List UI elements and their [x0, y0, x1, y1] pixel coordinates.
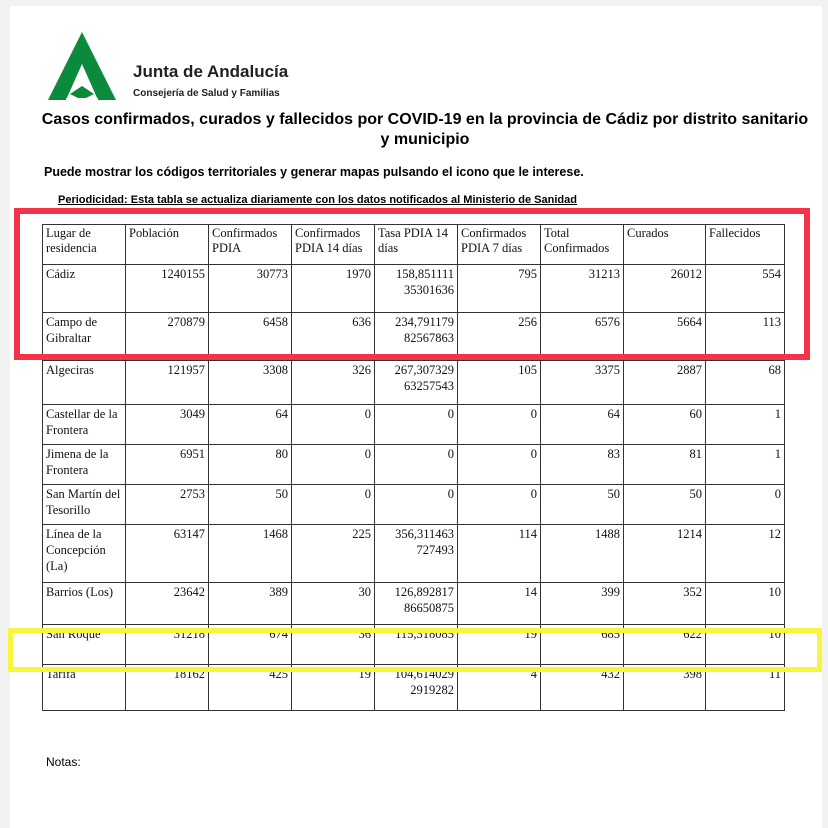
table-cell: 622	[624, 625, 706, 665]
table-cell: 126,892817 86650875	[375, 583, 458, 625]
table-cell: 225	[292, 525, 375, 583]
table-row	[43, 265, 785, 313]
table-cell: 4	[458, 665, 541, 711]
table-cell: 425	[209, 665, 292, 711]
table-row	[43, 525, 785, 583]
header-cell: Fallecidos	[706, 225, 785, 265]
table-cell: 1240155	[126, 265, 209, 313]
table-cell: 256	[458, 313, 541, 361]
periodicity-note: Periodicidad: Esta tabla se actualiza diariamente con los datos notificados al Ministerio de Sanidad	[58, 194, 577, 206]
junta-andalucia-logo	[44, 28, 120, 104]
header-cell: Curados	[624, 225, 706, 265]
table-cell: 114	[458, 525, 541, 583]
header-cell: Tasa PDIA 14 días	[375, 225, 458, 265]
table-cell: 234,791179 82567863	[375, 313, 458, 361]
table-cell: 50	[624, 485, 706, 525]
table-body	[43, 265, 785, 711]
table-cell: 18162	[126, 665, 209, 711]
table-cell: 399	[541, 583, 624, 625]
table-row	[43, 625, 785, 665]
table-cell: 356,311463 727493	[375, 525, 458, 583]
table-cell: 6576	[541, 313, 624, 361]
table-cell: 64	[209, 405, 292, 445]
table-cell: 12	[706, 525, 785, 583]
table-cell: 104,614029 2919282	[375, 665, 458, 711]
table-cell: 10	[706, 625, 785, 665]
table-cell: 0	[458, 485, 541, 525]
table-header-row	[43, 225, 785, 265]
table-cell: 31218	[126, 625, 209, 665]
table-cell: 352	[624, 583, 706, 625]
notes-label: Notas:	[46, 755, 81, 769]
table-cell: 3308	[209, 361, 292, 405]
table-cell: 83	[541, 445, 624, 485]
org-name: Junta de Andalucía	[133, 62, 289, 81]
table-cell: 31213	[541, 265, 624, 313]
row-place-name: Línea de la Concepción (La)	[43, 525, 126, 583]
table-row	[43, 405, 785, 445]
header-cell: Confirmados PDIA 7 días	[458, 225, 541, 265]
header-cell: Confirmados PDIA	[209, 225, 292, 265]
table-cell: 636	[292, 313, 375, 361]
intro-text: Puede mostrar los códigos territoriales y generar mapas pulsando el icono que le interese.	[44, 165, 584, 179]
table-cell: 36	[292, 625, 375, 665]
table-cell: 2887	[624, 361, 706, 405]
table-cell: 10	[706, 583, 785, 625]
table-cell: 0	[292, 485, 375, 525]
row-place-name: Campo de Gibraltar	[43, 313, 126, 361]
table-cell: 0	[458, 405, 541, 445]
table-cell: 3375	[541, 361, 624, 405]
table-row	[43, 485, 785, 525]
table-cell: 158,851111 35301636	[375, 265, 458, 313]
table-cell: 113	[706, 313, 785, 361]
table-cell: 6951	[126, 445, 209, 485]
table-row	[43, 445, 785, 485]
table-cell: 0	[375, 405, 458, 445]
row-place-name: Algeciras	[43, 361, 126, 405]
table-row	[43, 583, 785, 625]
table-cell: 64	[541, 405, 624, 445]
table-cell: 0	[375, 445, 458, 485]
org-subtitle: Consejería de Salud y Familias	[133, 88, 280, 99]
table-cell: 6458	[209, 313, 292, 361]
row-place-name: Cádiz	[43, 265, 126, 313]
header-cell: Total Confirmados	[541, 225, 624, 265]
table-cell: 19	[292, 665, 375, 711]
table-cell: 554	[706, 265, 785, 313]
table-cell: 2753	[126, 485, 209, 525]
table-cell: 0	[458, 445, 541, 485]
table-cell: 1	[706, 445, 785, 485]
table-cell: 121957	[126, 361, 209, 405]
table-cell: 1	[706, 405, 785, 445]
table-row	[43, 313, 785, 361]
table-cell: 674	[209, 625, 292, 665]
table-cell: 19	[458, 625, 541, 665]
table-cell: 389	[209, 583, 292, 625]
table-row	[43, 361, 785, 405]
row-place-name: Castellar de la Frontera	[43, 405, 126, 445]
table-cell: 795	[458, 265, 541, 313]
row-place-name: Barrios (Los)	[43, 583, 126, 625]
table-cell: 14	[458, 583, 541, 625]
table-cell: 1970	[292, 265, 375, 313]
table-cell: 326	[292, 361, 375, 405]
table-cell: 1468	[209, 525, 292, 583]
table-cell: 68	[706, 361, 785, 405]
table-cell: 1214	[624, 525, 706, 583]
row-place-name: Tarifa	[43, 665, 126, 711]
table-cell: 0	[292, 405, 375, 445]
row-place-name: San Roque	[43, 625, 126, 665]
table-cell: 50	[541, 485, 624, 525]
table-cell: 30773	[209, 265, 292, 313]
table-row	[43, 665, 785, 711]
table-cell: 11	[706, 665, 785, 711]
page-title: Casos confirmados, curados y fallecidos por COVID-19 en la provincia de Cádiz por distrito sanitario y municipio	[41, 111, 809, 148]
table-cell: 30	[292, 583, 375, 625]
table-cell: 115,318085	[375, 625, 458, 665]
covid-cases-table	[42, 224, 785, 711]
table-cell: 105	[458, 361, 541, 405]
table-cell: 1488	[541, 525, 624, 583]
table-cell: 398	[624, 665, 706, 711]
table-cell: 81	[624, 445, 706, 485]
header-cell: Lugar de residencia	[43, 225, 126, 265]
table-cell: 0	[292, 445, 375, 485]
table-cell: 5664	[624, 313, 706, 361]
table-cell: 63147	[126, 525, 209, 583]
table-cell: 60	[624, 405, 706, 445]
header-cell: Confirmados PDIA 14 días	[292, 225, 375, 265]
table-cell: 80	[209, 445, 292, 485]
table-cell: 3049	[126, 405, 209, 445]
table-cell: 0	[706, 485, 785, 525]
table-cell: 432	[541, 665, 624, 711]
table-cell: 23642	[126, 583, 209, 625]
table-cell: 685	[541, 625, 624, 665]
row-place-name: Jimena de la Frontera	[43, 445, 126, 485]
table-cell: 50	[209, 485, 292, 525]
table-cell: 267,307329 63257543	[375, 361, 458, 405]
header-cell: Población	[126, 225, 209, 265]
row-place-name: San Martín del Tesorillo	[43, 485, 126, 525]
table-cell: 270879	[126, 313, 209, 361]
table-cell: 0	[375, 485, 458, 525]
table-cell: 26012	[624, 265, 706, 313]
